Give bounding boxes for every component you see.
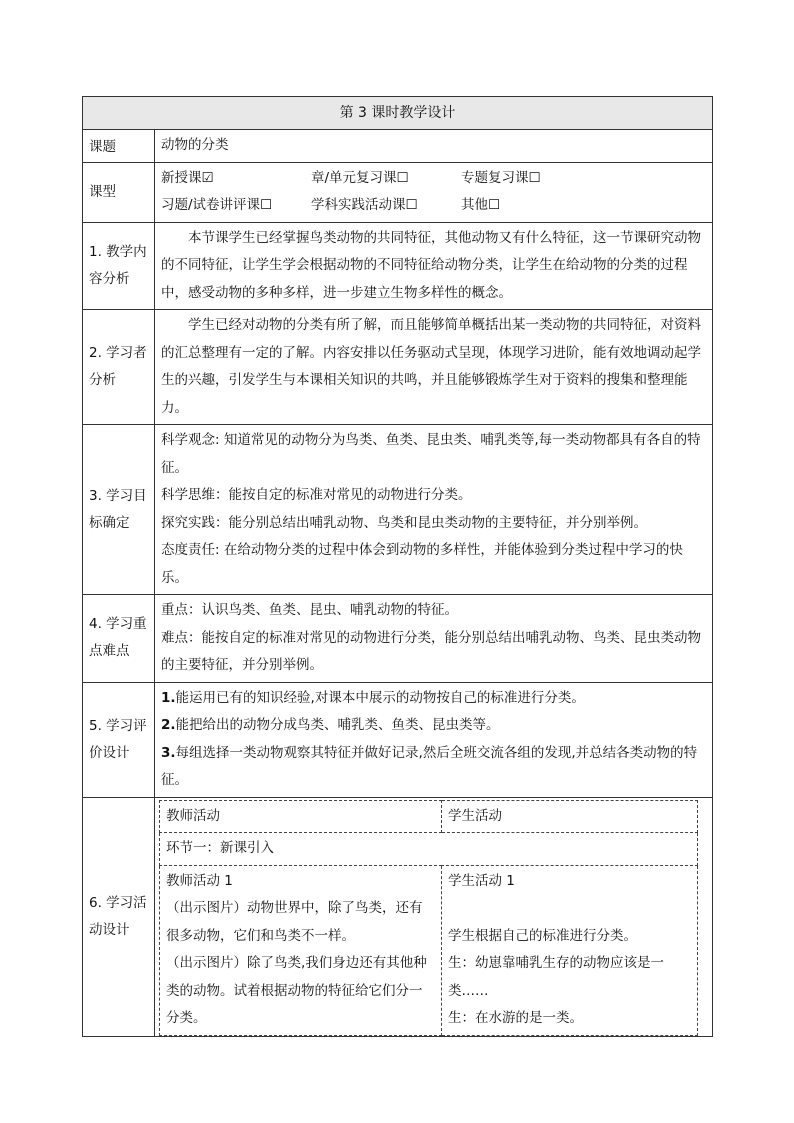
objective-attitude: 态度责任: 在给动物分类的过程中体会到动物的多样性，并能体验到分类过程中学习的快乐。 [161,542,683,586]
student-activity-1 [442,865,698,1035]
activities-label: 6. 学习活动设计 [83,797,155,1036]
stage-one-title: 环节一：新课引入 [160,833,698,866]
student-activity-line: 生：幼崽靠哺乳生存的动物应该是一类…… [448,955,664,999]
objectives-label: 3. 学习目标确定 [83,425,155,595]
evaluation-item: 3.每组选择一类动物观察其特征并做好记录,然后全班交流各组的发现,并总结各类动物的特征。 [161,744,698,788]
key-point: 重点：认识鸟类、鱼类、昆虫、哺乳动物的特征。 [161,602,458,618]
teacher-activity-1 [160,865,442,1035]
lesson-plan-table [82,96,713,1037]
difficult-point: 难点：能按自定的标准对常见的动物进行分类，能分别总结出哺乳动物、鸟类、昆虫类动物的主要特征，并分别举例。 [161,629,701,673]
lesson-plan-document [82,96,713,1037]
teacher-activity-line: （出示图片）动物世界中，除了鸟类，还有很多动物，它们和鸟类不一样。 [166,900,423,944]
teacher-activity-header: 教师活动 [160,800,442,833]
key-points-label: 4. 学习重点难点 [83,595,155,683]
student-activity-line [448,895,691,923]
student-activity-line: 生：在水游的是一类。 [448,1010,583,1026]
evaluation-label: 5. 学习评价设计 [83,682,155,797]
option-unit-review: 章/单元复习课☐ [311,169,409,186]
student-activity-title: 学生活动 1 [448,872,515,889]
student-activity-line: 学生根据自己的标准进行分类。 [448,927,637,944]
evaluation-item: 1.能运用已有的知识经验,对课本中展示的动物按自己的标准进行分类。 [161,689,585,706]
option-exercise-review: 习题/试卷讲评课☐ [161,197,273,213]
objective-thinking: 科学思维：能按自定的标准对常见的动物进行分类。 [161,487,472,503]
teacher-activity-line: （出示图片）除了鸟类,我们身边还有其他种类的动物。试着根据动物的特征给它们分一分类。 [166,955,427,1026]
content-analysis-text: 本节课学生已经掌握鸟类动物的共同特征，其他动物又有什么特征，这一节课研究动物的不同特征，让学生学会根据动物的不同特征给动物分类，让学生在给动物的分类的过程中，感受动物的多种多样，进一步建立生物多样性的概念。 [161,229,701,301]
evaluation-item: 2.能把给出的动物分成鸟类、哺乳类、鱼类、昆虫类等。 [161,717,500,733]
lesson-type-label: 课型 [83,162,155,222]
objective-concept: 科学观念: 知道常见的动物分为鸟类、鱼类、昆虫类、哺乳类等,每一类动物都具有各自的特征。 [161,432,701,476]
activity-table [159,800,698,1036]
option-practice-activity: 学科实践活动课☐ [311,197,418,213]
option-other: 其他☐ [461,197,501,213]
student-activity-header: 学生活动 [442,800,698,833]
option-topic-review: 专题复习课☐ [461,169,541,186]
topic-label: 课题 [83,130,155,163]
option-new-lesson: 新授课☑ [161,169,214,186]
teacher-activity-title: 教师活动 1 [166,872,233,889]
objective-practice: 探究实践：能分别总结出哺乳动物、鸟类和昆虫类动物的主要特征，并分别举例。 [161,514,647,531]
topic-value: 动物的分类 [155,130,713,163]
learner-analysis-label: 2. 学习者分析 [83,310,155,425]
learner-analysis-text: 学生已经对动物的分类有所了解，而且能够简单概括出某一类动物的共同特征，对资料的汇总整理有一定的了解。内容安排以任务驱动式呈现，体现学习进阶，能有效地调动起学生的兴趣，引发学生与本课相关知识的共鸣，并且能够锻炼学生对于资料的搜集和整理能力。 [161,317,701,416]
content-analysis-label: 1. 教学内容分析 [83,222,155,310]
document-title: 第 3 课时教学设计 [83,97,713,130]
lesson-type-options [155,162,713,222]
